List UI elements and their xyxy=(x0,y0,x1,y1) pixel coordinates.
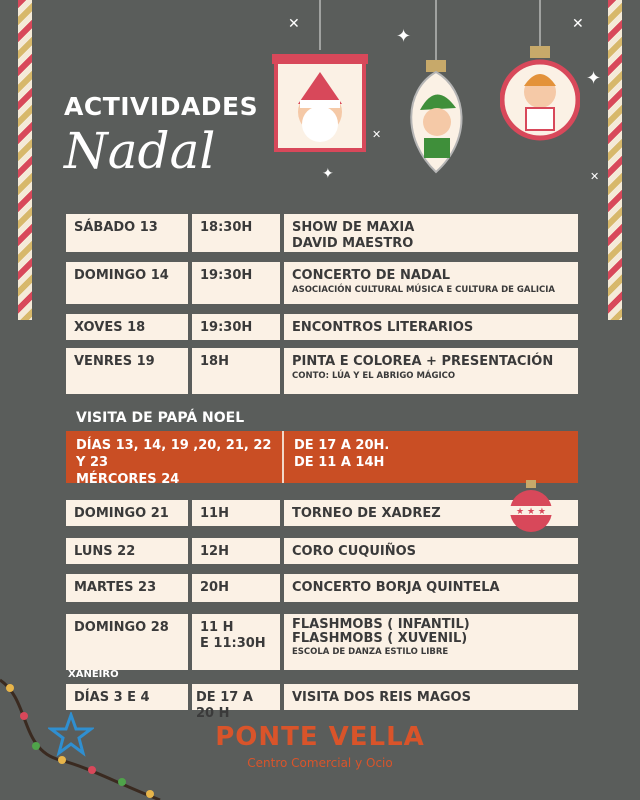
section-label-xaneiro: XANEIRO xyxy=(68,669,119,680)
section-heading-papa-noel: VISITA DE PAPÁ NOEL xyxy=(76,410,245,426)
candy-stripe-right xyxy=(608,0,622,320)
brand-logo-name: PONTE VELLA xyxy=(215,722,425,752)
row-time: 12H xyxy=(192,538,280,564)
row-event-line2: FLASHMOBS ( XUVENIL) xyxy=(292,631,468,646)
row-time: 20H xyxy=(192,574,280,602)
row-day: DOMINGO 14 xyxy=(66,262,188,304)
sparkle-icon: ✕ xyxy=(288,16,300,32)
papa-noel-hours-line2: DE 11 A 14H xyxy=(294,455,385,470)
papa-noel-banner xyxy=(66,431,578,487)
row-day: DOMINGO 28 xyxy=(66,614,188,670)
caroler-ornament-icon xyxy=(500,0,580,150)
row-day: SÁBADO 13 xyxy=(66,214,188,252)
row-day: LUNS 22 xyxy=(66,538,188,564)
brand-tagline: Centro Comercial y Ocio xyxy=(247,756,393,770)
row-event: CORO CUQUIÑOS xyxy=(284,538,578,564)
row-time xyxy=(192,614,280,670)
row-event-line1: CONCERTO DE NADAL xyxy=(292,268,451,283)
papa-noel-days xyxy=(66,431,284,487)
row-event: TORNEO DE XADREZ xyxy=(284,500,578,526)
candy-stripe-left xyxy=(18,0,32,320)
row-day: DÍAS 3 E 4 xyxy=(66,684,188,710)
table-row xyxy=(66,348,578,394)
row-time: 19:30H xyxy=(192,262,280,304)
row-time-line1: 11 H xyxy=(200,620,234,635)
row-time: 18:30H xyxy=(192,214,280,252)
table-row xyxy=(66,262,578,304)
row-time: 18H xyxy=(192,348,280,394)
sparkle-icon: ✕ xyxy=(572,16,584,32)
row-event xyxy=(284,262,578,304)
row-time: 19:30H xyxy=(192,314,280,340)
row-event-line1: PINTA E COLOREA + PRESENTACIÓN xyxy=(292,354,554,369)
table-row xyxy=(66,538,578,564)
table-row xyxy=(66,500,578,526)
svg-text:★ ★ ★: ★ ★ ★ xyxy=(516,507,546,517)
papa-noel-hours xyxy=(284,431,399,483)
row-event: VISITA DOS REIS MAGOS xyxy=(284,684,578,710)
sparkle-icon: ✦ xyxy=(396,26,412,47)
sparkle-icon: ✕ xyxy=(590,170,600,183)
papa-noel-hours-line1: DE 17 A 20H. xyxy=(294,438,390,453)
row-time: 11H xyxy=(192,500,280,526)
sparkle-icon: ✦ xyxy=(586,68,602,89)
table-row xyxy=(66,214,578,252)
row-event xyxy=(284,214,578,252)
title-nadal: Nadal xyxy=(64,122,216,180)
row-time-line2: E 11:30H xyxy=(200,636,266,651)
bauble-icon xyxy=(508,478,554,538)
row-time: DE 17 A 20 H xyxy=(192,684,280,710)
sparkle-icon: ✦ xyxy=(322,166,334,182)
santa-ornament-icon xyxy=(270,0,370,160)
table-row xyxy=(66,314,578,340)
row-day: VENRES 19 xyxy=(66,348,188,394)
row-event-sub: ASOCIACIÓN CULTURAL MÚSICA E CULTURA DE GALICIA xyxy=(292,285,556,295)
row-event-line1: SHOW DE MAXIA xyxy=(292,220,415,235)
row-event: CONCERTO BORJA QUINTELA xyxy=(284,574,578,602)
papa-noel-days-line1: DÍAS 13, 14, 19 ,20, 21, 22 Y 23 xyxy=(76,438,272,470)
row-event xyxy=(284,614,578,670)
table-row xyxy=(66,574,578,602)
row-day: DOMINGO 21 xyxy=(66,500,188,526)
row-event: ENCONTROS LITERARIOS xyxy=(284,314,578,340)
row-day: XOVES 18 xyxy=(66,314,188,340)
sparkle-icon: ✕ xyxy=(372,128,382,141)
row-event xyxy=(284,348,578,394)
row-event-sub: CONTO: LÚA Y EL ABRIGO MÁGICO xyxy=(292,371,456,381)
row-event-sub: ESCOLA DE DANZA ESTILO LIBRE xyxy=(292,647,449,657)
row-event-line1: FLASHMOBS ( INFANTIL) xyxy=(292,617,470,632)
row-day: MARTES 23 xyxy=(66,574,188,602)
elf-ornament-icon xyxy=(398,0,478,180)
title-activities: ACTIVIDADES xyxy=(64,92,259,121)
papa-noel-days-line2: MÉRCORES 24 xyxy=(76,472,180,487)
row-event-line2: DAVID MAESTRO xyxy=(292,236,414,251)
